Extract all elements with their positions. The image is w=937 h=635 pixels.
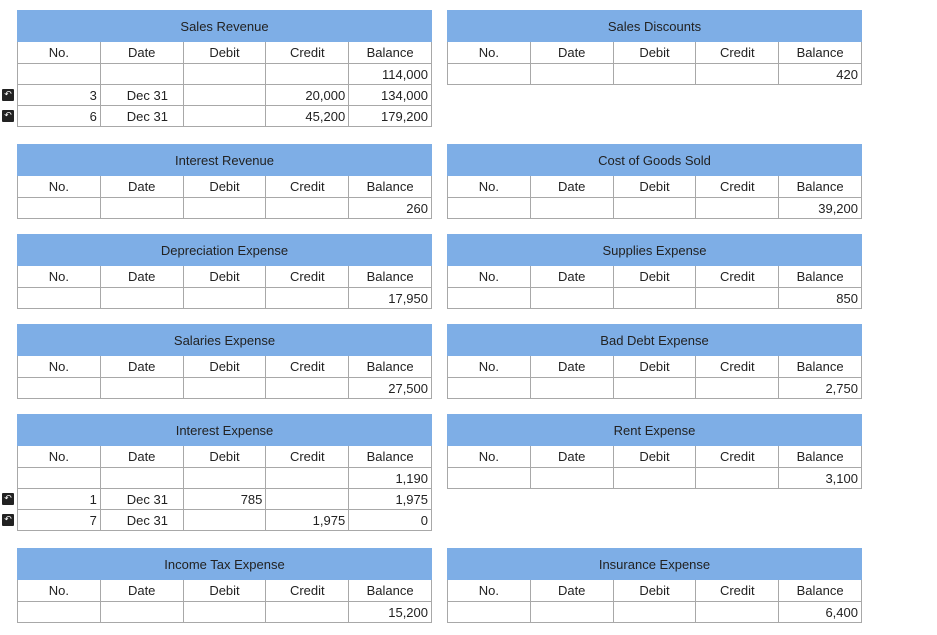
header-no: No. xyxy=(448,42,531,64)
table-row xyxy=(448,288,862,309)
ledger-interest-revenue xyxy=(17,144,432,219)
cell-no xyxy=(448,378,531,399)
cell-balance: 39,200 xyxy=(779,198,862,219)
cell-no xyxy=(18,198,101,219)
ledger-title: Salaries Expense xyxy=(18,325,432,356)
header-no: No. xyxy=(18,42,101,64)
cell-balance: 27,500 xyxy=(349,378,432,399)
cell-balance: 1,190 xyxy=(349,468,432,489)
header-date: Date xyxy=(530,356,613,378)
header-no: No. xyxy=(18,176,101,198)
ledger-title: Supplies Expense xyxy=(448,235,862,266)
table-row xyxy=(18,85,432,106)
ledger-supplies-expense xyxy=(447,234,862,309)
table-row xyxy=(18,288,432,309)
cell-date: Dec 31 xyxy=(100,510,183,531)
header-balance: Balance xyxy=(779,356,862,378)
table-row xyxy=(18,64,432,85)
cell-date xyxy=(100,288,183,309)
ledger-sales-discounts xyxy=(447,10,862,85)
header-date: Date xyxy=(530,446,613,468)
header-date: Date xyxy=(100,356,183,378)
cell-date xyxy=(530,198,613,219)
header-debit: Debit xyxy=(613,446,696,468)
ledger-title: Interest Revenue xyxy=(18,145,432,176)
cell-no-value[interactable]: 6 xyxy=(89,108,97,124)
cell-debit xyxy=(613,288,696,309)
ledger-title: Income Tax Expense xyxy=(18,549,432,580)
header-debit: Debit xyxy=(183,176,266,198)
header-no: No. xyxy=(18,266,101,288)
cell-date xyxy=(530,468,613,489)
cell-date xyxy=(100,64,183,85)
journal-link-icon[interactable]: ↶ xyxy=(2,89,14,101)
cell-credit xyxy=(266,64,349,85)
cell-debit xyxy=(183,64,266,85)
cell-balance: 17,950 xyxy=(349,288,432,309)
cell-no xyxy=(18,468,101,489)
cell-credit xyxy=(696,288,779,309)
cell-balance: 420 xyxy=(779,64,862,85)
cell-no xyxy=(4,106,101,127)
header-credit: Credit xyxy=(266,266,349,288)
header-credit: Credit xyxy=(696,176,779,198)
header-debit: Debit xyxy=(183,580,266,602)
cell-credit xyxy=(266,489,349,510)
cell-balance: 114,000 xyxy=(349,64,432,85)
header-balance: Balance xyxy=(349,176,432,198)
ledger-title: Sales Discounts xyxy=(448,11,862,42)
header-debit: Debit xyxy=(613,42,696,64)
cell-date xyxy=(530,602,613,623)
ledger-bad-debt-expense xyxy=(447,324,862,399)
cell-balance: 179,200 xyxy=(349,106,432,127)
cell-balance: 15,200 xyxy=(349,602,432,623)
cell-credit xyxy=(696,378,779,399)
header-balance: Balance xyxy=(779,580,862,602)
cell-date xyxy=(100,378,183,399)
cell-date xyxy=(530,64,613,85)
cell-balance: 260 xyxy=(349,198,432,219)
header-credit: Credit xyxy=(266,356,349,378)
cell-debit: 785 xyxy=(183,489,266,510)
cell-date: Dec 31 xyxy=(100,489,183,510)
header-date: Date xyxy=(530,42,613,64)
header-debit: Debit xyxy=(613,356,696,378)
cell-balance: 2,750 xyxy=(779,378,862,399)
header-no: No. xyxy=(448,580,531,602)
header-debit: Debit xyxy=(613,266,696,288)
cell-credit xyxy=(696,602,779,623)
cell-no xyxy=(448,198,531,219)
header-debit: Debit xyxy=(183,266,266,288)
ledger-title: Interest Expense xyxy=(18,415,432,446)
cell-debit xyxy=(613,468,696,489)
header-debit: Debit xyxy=(183,446,266,468)
cell-credit xyxy=(266,288,349,309)
cell-balance: 850 xyxy=(779,288,862,309)
cell-credit: 1,975 xyxy=(266,510,349,531)
header-balance: Balance xyxy=(779,446,862,468)
header-balance: Balance xyxy=(349,356,432,378)
ledger-interest-expense xyxy=(4,414,432,531)
cell-credit xyxy=(696,468,779,489)
cell-credit xyxy=(266,198,349,219)
cell-credit: 20,000 xyxy=(266,85,349,106)
cell-date xyxy=(100,198,183,219)
header-credit: Credit xyxy=(266,42,349,64)
cell-balance: 6,400 xyxy=(779,602,862,623)
cell-date xyxy=(530,288,613,309)
header-date: Date xyxy=(530,176,613,198)
cell-debit xyxy=(613,64,696,85)
cell-balance: 0 xyxy=(349,510,432,531)
header-date: Date xyxy=(100,580,183,602)
cell-date xyxy=(530,378,613,399)
journal-link-icon[interactable]: ↶ xyxy=(2,493,14,505)
header-balance: Balance xyxy=(779,176,862,198)
header-balance: Balance xyxy=(779,42,862,64)
cell-debit xyxy=(183,602,266,623)
ledger-title: Sales Revenue xyxy=(18,11,432,42)
cell-credit xyxy=(696,64,779,85)
table-row xyxy=(448,378,862,399)
cell-no xyxy=(18,288,101,309)
ledger-cost-of-goods-sold xyxy=(447,144,862,219)
cell-no xyxy=(448,64,531,85)
header-no: No. xyxy=(448,356,531,378)
table-row xyxy=(448,468,862,489)
header-balance: Balance xyxy=(349,446,432,468)
cell-no-value[interactable]: 1 xyxy=(89,491,97,507)
header-date: Date xyxy=(100,42,183,64)
cell-balance: 134,000 xyxy=(349,85,432,106)
header-balance: Balance xyxy=(349,266,432,288)
cell-debit xyxy=(613,602,696,623)
cell-credit xyxy=(266,602,349,623)
table-row xyxy=(18,489,432,510)
ledger-title: Depreciation Expense xyxy=(18,235,432,266)
header-date: Date xyxy=(100,266,183,288)
cell-debit xyxy=(613,378,696,399)
cell-no-value[interactable]: 7 xyxy=(89,512,97,528)
cell-no xyxy=(4,510,101,531)
cell-debit xyxy=(183,288,266,309)
header-date: Date xyxy=(100,446,183,468)
ledger-insurance-expense xyxy=(447,548,862,623)
table-row xyxy=(18,510,432,531)
header-date: Date xyxy=(530,580,613,602)
cell-balance: 3,100 xyxy=(779,468,862,489)
table-row xyxy=(18,378,432,399)
cell-debit xyxy=(183,468,266,489)
cell-credit xyxy=(696,198,779,219)
cell-no xyxy=(448,602,531,623)
header-no: No. xyxy=(448,176,531,198)
cell-no xyxy=(18,602,101,623)
cell-date: Dec 31 xyxy=(100,106,183,127)
header-credit: Credit xyxy=(696,446,779,468)
header-date: Date xyxy=(530,266,613,288)
cell-credit xyxy=(266,468,349,489)
header-date: Date xyxy=(100,176,183,198)
table-row xyxy=(448,64,862,85)
cell-credit xyxy=(266,378,349,399)
header-debit: Debit xyxy=(183,356,266,378)
cell-debit xyxy=(183,198,266,219)
cell-no xyxy=(448,288,531,309)
table-row xyxy=(448,602,862,623)
ledger-title: Insurance Expense xyxy=(448,549,862,580)
cell-debit xyxy=(183,106,266,127)
journal-link-icon[interactable]: ↶ xyxy=(2,110,14,122)
cell-debit xyxy=(183,378,266,399)
header-debit: Debit xyxy=(183,42,266,64)
header-no: No. xyxy=(448,266,531,288)
ledger-income-tax-expense xyxy=(17,548,432,623)
table-row xyxy=(18,106,432,127)
header-no: No. xyxy=(18,580,101,602)
cell-debit xyxy=(183,510,266,531)
journal-link-icon[interactable]: ↶ xyxy=(2,514,14,526)
cell-no xyxy=(18,64,101,85)
header-debit: Debit xyxy=(613,580,696,602)
header-no: No. xyxy=(18,446,101,468)
header-credit: Credit xyxy=(696,580,779,602)
cell-credit: 45,200 xyxy=(266,106,349,127)
cell-date xyxy=(100,602,183,623)
cell-debit xyxy=(183,85,266,106)
header-credit: Credit xyxy=(266,176,349,198)
header-balance: Balance xyxy=(349,580,432,602)
table-row xyxy=(448,198,862,219)
header-credit: Credit xyxy=(696,266,779,288)
table-row xyxy=(18,602,432,623)
cell-date: Dec 31 xyxy=(100,85,183,106)
ledger-salaries-expense xyxy=(17,324,432,399)
ledger-title: Cost of Goods Sold xyxy=(448,145,862,176)
header-debit: Debit xyxy=(613,176,696,198)
cell-no xyxy=(4,489,101,510)
cell-balance: 1,975 xyxy=(349,489,432,510)
header-balance: Balance xyxy=(779,266,862,288)
header-credit: Credit xyxy=(696,42,779,64)
ledger-title: Bad Debt Expense xyxy=(448,325,862,356)
ledger-title: Rent Expense xyxy=(448,415,862,446)
header-no: No. xyxy=(18,356,101,378)
cell-no-value[interactable]: 3 xyxy=(89,87,97,103)
header-credit: Credit xyxy=(696,356,779,378)
cell-no xyxy=(448,468,531,489)
table-row xyxy=(18,468,432,489)
header-credit: Credit xyxy=(266,446,349,468)
ledger-sales-revenue xyxy=(4,10,432,127)
cell-no xyxy=(4,85,101,106)
cell-date xyxy=(100,468,183,489)
header-balance: Balance xyxy=(349,42,432,64)
cell-debit xyxy=(613,198,696,219)
cell-no xyxy=(18,378,101,399)
table-row xyxy=(18,198,432,219)
ledger-depreciation-expense xyxy=(17,234,432,309)
ledger-rent-expense xyxy=(447,414,862,489)
header-no: No. xyxy=(448,446,531,468)
header-credit: Credit xyxy=(266,580,349,602)
